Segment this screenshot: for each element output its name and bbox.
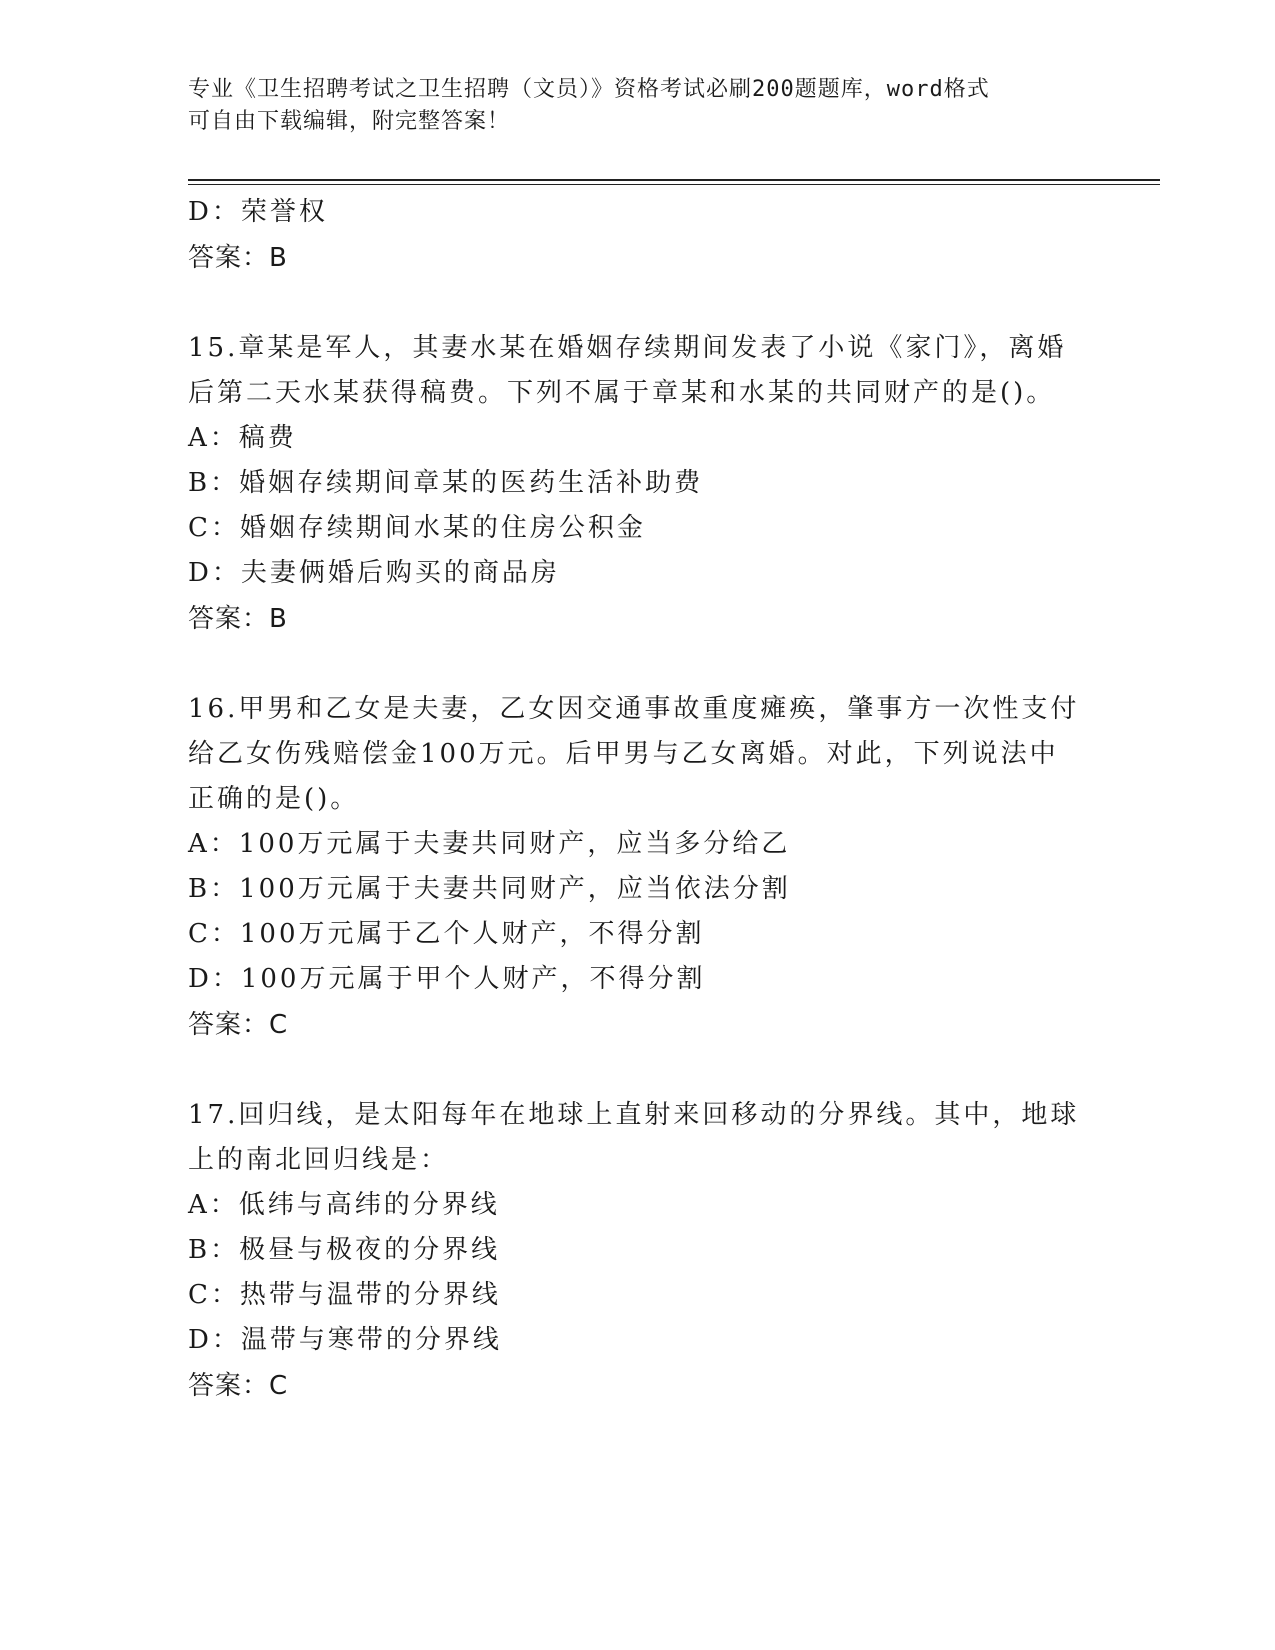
header-divider-thin: [188, 184, 1160, 185]
question-stem: [188, 687, 1088, 822]
option-b: B：极昼与极夜的分界线: [188, 1235, 501, 1265]
answer-line: 答案：C: [188, 1010, 289, 1040]
stem-line: 17.回归线，是太阳每年在地球上直射来回移动的分界线。其中，地球: [188, 1100, 1080, 1130]
spacer: [188, 1048, 1088, 1093]
option-b: B：婚姻存续期间章某的医药生活补助费: [188, 468, 704, 498]
header-divider-thick: [188, 179, 1160, 181]
spacer: [188, 642, 1088, 687]
page-header: [188, 74, 1078, 138]
header-title-line-1: 专业《卫生招聘考试之卫生招聘（文员）》资格考试必刷200题题库，word格式: [188, 77, 990, 102]
question-content: [188, 190, 1088, 1409]
question-17: [188, 1093, 1088, 1409]
stem-line: 16.甲男和乙女是夫妻，乙女因交通事故重度瘫痪，肇事方一次性支付: [188, 694, 1080, 724]
option-d: D：荣誉权: [188, 197, 328, 227]
stem-line: 15.章某是军人，其妻水某在婚姻存续期间发表了小说《家门》，离婚: [188, 333, 1067, 363]
option-c: C：热带与温带的分界线: [188, 1280, 501, 1310]
option-d: D：夫妻俩婚后购买的商品房: [188, 558, 560, 588]
answer-line: 答案：B: [188, 604, 288, 634]
option-b: B：100万元属于夫妻共同财产，应当依法分割: [188, 874, 791, 904]
option-c: C：100万元属于乙个人财产，不得分割: [188, 919, 705, 949]
option-d: D：100万元属于甲个人财产，不得分割: [188, 964, 706, 994]
spacer: [188, 281, 1088, 326]
answer-line: 答案：C: [188, 1371, 289, 1401]
question-stem: [188, 326, 1088, 416]
stem-line: 后第二天水某获得稿费。下列不属于章某和水某的共同财产的是()。: [188, 378, 1056, 408]
option-a: A：100万元属于夫妻共同财产，应当多分给乙: [188, 829, 791, 859]
option-a: A：低纬与高纬的分界线: [188, 1190, 500, 1220]
header-title-line-2: 可自由下载编辑，附完整答案！: [188, 109, 511, 134]
question-15: [188, 326, 1088, 642]
previous-question-tail: [188, 190, 1088, 281]
question-16: [188, 687, 1088, 1048]
stem-line: 给乙女伤残赔偿金100万元。后甲男与乙女离婚。对此，下列说法中: [188, 739, 1059, 769]
answer-line: 答案：B: [188, 243, 288, 273]
option-d: D：温带与寒带的分界线: [188, 1325, 502, 1355]
option-a: A：稿费: [188, 423, 297, 453]
stem-line: 上的南北回归线是：: [188, 1145, 450, 1175]
stem-line: 正确的是()。: [188, 784, 360, 814]
option-c: C：婚姻存续期间水某的住房公积金: [188, 513, 646, 543]
question-stem: [188, 1093, 1088, 1183]
